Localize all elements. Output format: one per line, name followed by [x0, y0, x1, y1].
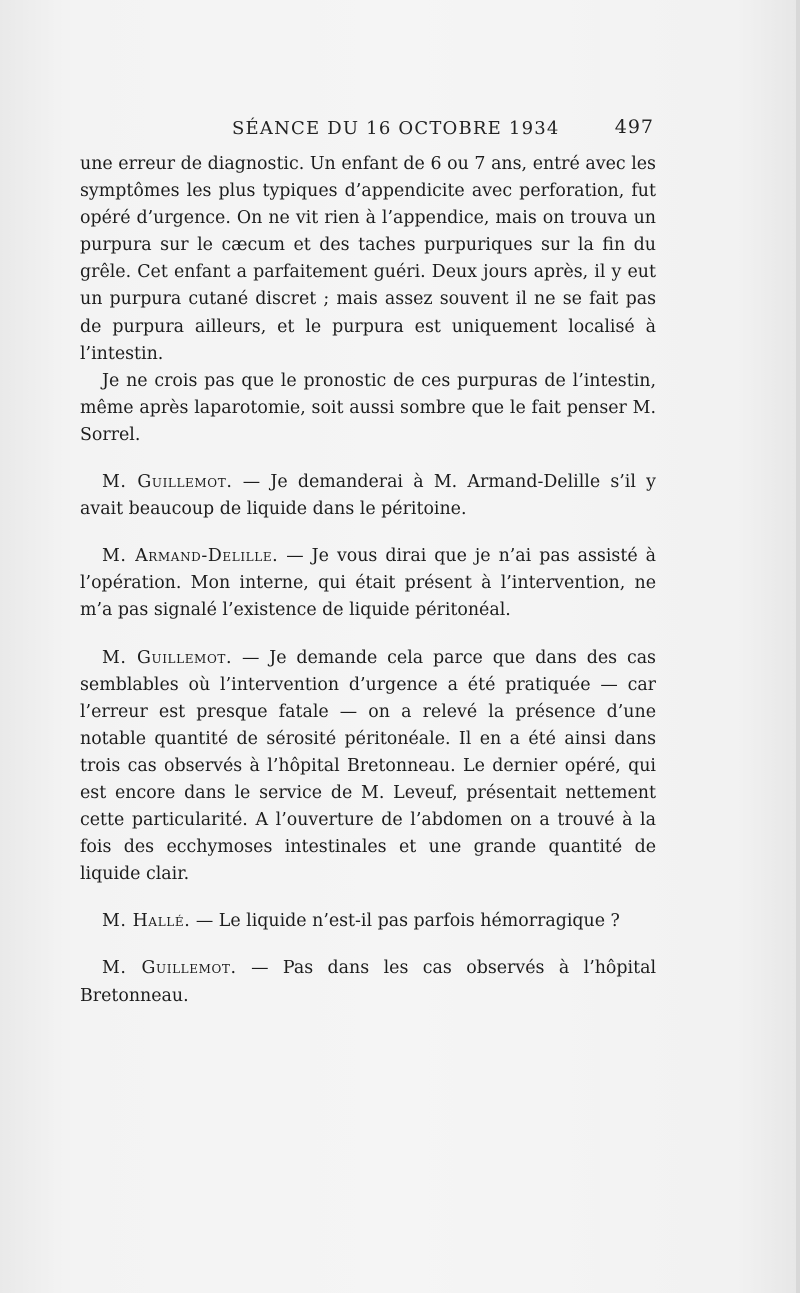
page-number: 497 [614, 116, 654, 138]
paragraph-text: une erreur de diagnostic. Un enfant de 6 ou 7 ans, entré avec les symptômes les plus typiques d’appendicite avec perforation, fut opéré d’urgence. On ne vit rien à l’appendice, mais on trouva un purpura sur le cæcum et des taches purpuriques sur la fin du grêle. Cet enfant a parfaitement guéri. Deux jours après, il y eut un purpura cutané discret ; mais assez souvent il ne se fait pas de purpura ailleurs, et le purpura est uniquement localisé à l’intestin. [80, 154, 656, 364]
paragraph-text: Je ne crois pas que le pronostic de ces purpuras de l’intestin, même après laparotomie, soit aussi sombre que le fait penser M. Sorrel. [80, 370, 656, 445]
body-text [80, 151, 656, 1010]
paragraph-text: — Je demanderai à M. Armand-Delille s’il y avait beaucoup de liquide dans le péritoine. [80, 472, 656, 520]
page-edge-shadow [796, 0, 800, 1293]
paragraph-text: — Je vous dirai que je n’ai pas assisté à l’opération. Mon interne, qui était présent à l’intervention, ne m’a pas signalé l’existence de liquide péritonéal. [80, 546, 656, 621]
paragraph-dialogue [80, 543, 656, 624]
paragraph [80, 368, 656, 449]
speaker-name: M. Armand-Delille. [102, 546, 279, 567]
speaker-name: M. Guillemot. [102, 958, 237, 979]
paragraph-dialogue [80, 955, 656, 1009]
paragraph-dialogue [80, 469, 656, 523]
running-head: SÉANCE DU 16 OCTOBRE 1934 [232, 118, 560, 139]
page-header [80, 112, 656, 146]
paragraph-text: — Pas dans les cas observés à l’hôpital Bretonneau. [80, 958, 657, 1006]
speaker-name: M. Hallé. [102, 911, 191, 932]
speaker-name: M. Guillemot. [102, 472, 233, 493]
paragraph-continuation [80, 151, 656, 368]
paragraph-dialogue [80, 645, 656, 889]
speaker-name: M. Guillemot. [102, 647, 233, 668]
paragraph-dialogue [80, 908, 656, 935]
paragraph-text: — Le liquide n’est-il pas parfois hémorragique ? [190, 911, 620, 932]
paragraph-text: — Je demande cela parce que dans des cas semblables où l’intervention d’urgence a été pratiquée — car l’erreur est presque fatale — on a relevé la présence d’une notable quantité de sérosité péritonéale. Il en a été ainsi dans trois cas observés à l’hôpital Bretonneau. Le dernier opéré, qui est encore dans le service de M. Leveuf, présentait nettement cette particularité. A l’ouverture de l’abdomen on a trouvé à la fois des ecchymoses intestinales et une grande quantité de liquide clair. [80, 647, 656, 885]
